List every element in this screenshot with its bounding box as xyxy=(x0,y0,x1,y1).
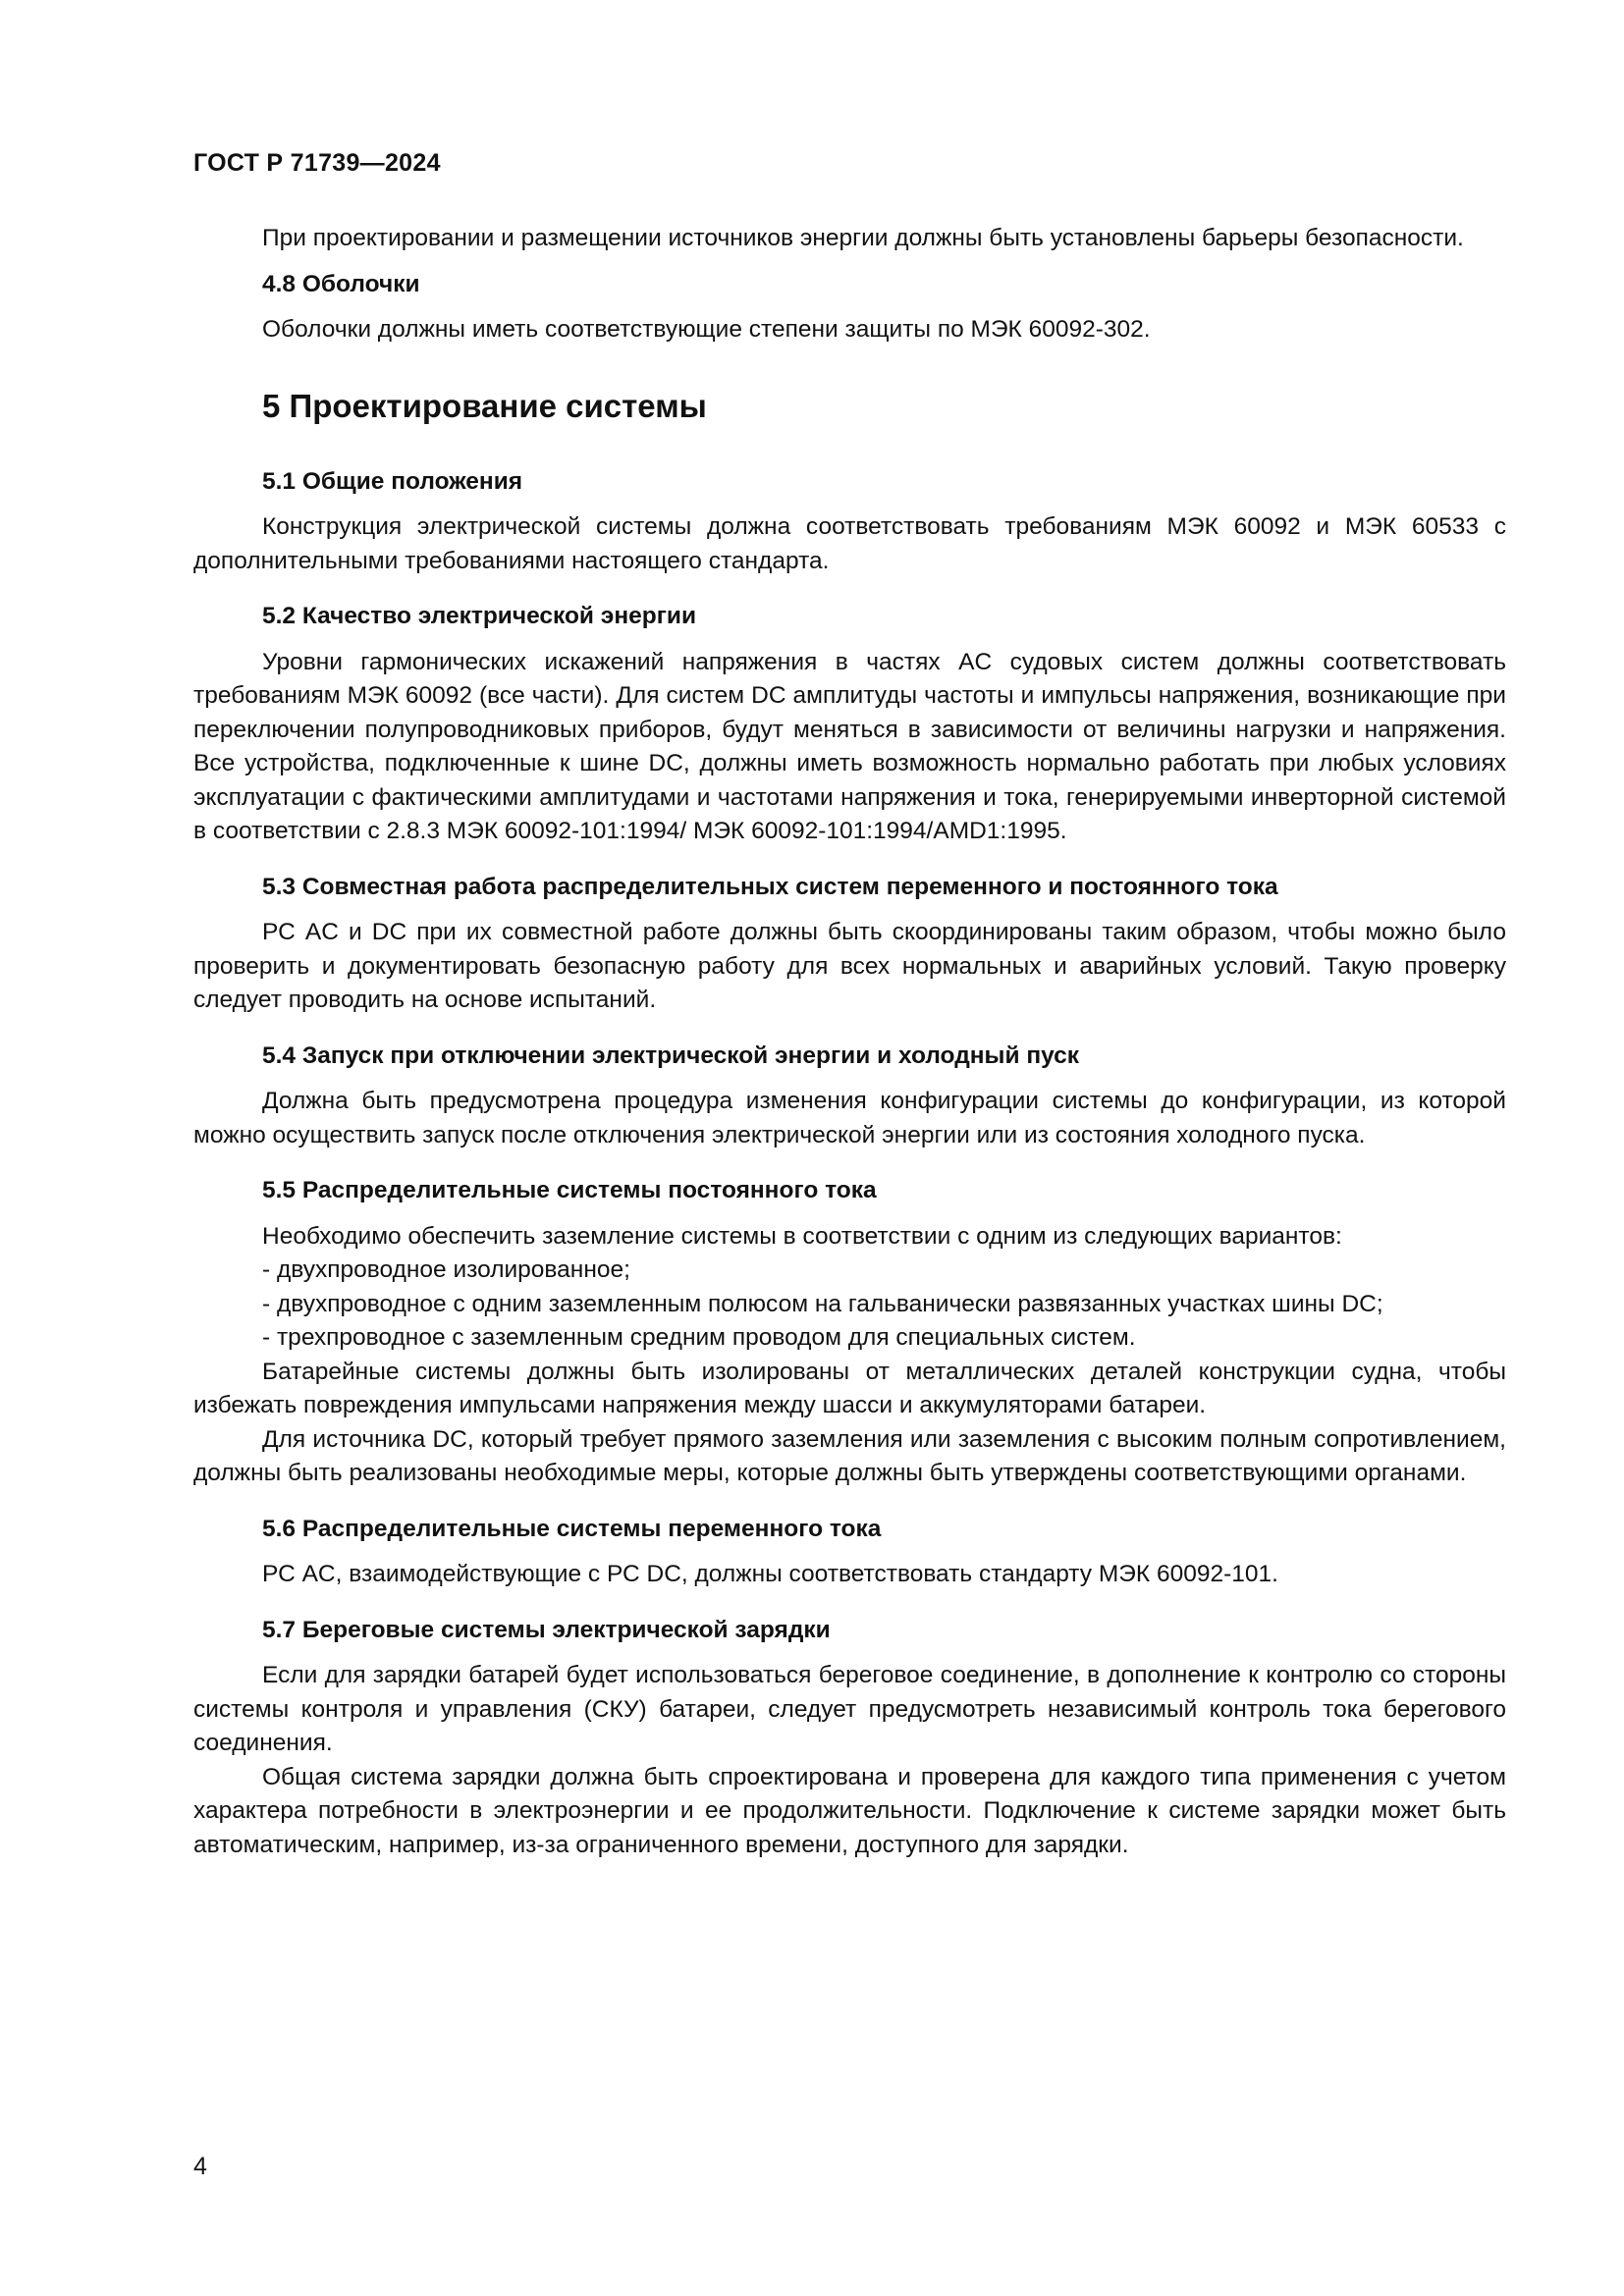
section-4-8-heading: 4.8 Оболочки xyxy=(262,270,420,297)
section-5-7-paragraph-1: Если для зарядки батарей будет использоваться береговое соединение, в дополнение к контролю со стороны системы контроля и управления (СКУ) батареи, следует предусмотреть независимый контроль тока берегового соединения. xyxy=(193,1662,1506,1756)
section-5-heading: 5 Проектирование системы xyxy=(262,387,707,424)
list-item: - двухпроводное с одним заземленным полюсом на гальванически развязанных участках шины DC; xyxy=(262,1290,1383,1317)
section-5-2-heading: 5.2 Качество электрической энергии xyxy=(262,603,697,629)
intro-paragraph: При проектировании и размещении источников энергии должны быть установлены барьеры безопасности. xyxy=(262,225,1464,251)
section-5-3-text: РС AC и DC при их совместной работе должны быть скоординированы таким образом, чтобы можно было проверить и документировать безопасную работу для всех нормальных и аварийных условий. Такую проверку следует проводить на основе испытаний. xyxy=(193,919,1506,1013)
section-5-5-intro: Необходимо обеспечить заземление системы в соответствии с одним из следующих вариантов: xyxy=(262,1222,1342,1250)
section-5-1-text: Конструкция электрической системы должна соответствовать требованиям МЭК 60092 и МЭК 60533 с дополнительными требованиями настоящего стандарта. xyxy=(193,513,1506,574)
section-4-8-text: Оболочки должны иметь соответствующие степени защиты по МЭК 60092-302. xyxy=(262,316,1151,343)
document-body xyxy=(193,222,1506,1862)
list-item: - трехпроводное с заземленным средним проводом для специальных систем. xyxy=(262,1324,1136,1351)
document-id-header: ГОСТ Р 71739—2024 xyxy=(193,149,441,177)
section-5-5-paragraph-3: Для источника DC, который требует прямого заземления или заземления с высоким полным сопротивлением, должны быть реализованы необходимые меры, которые должны быть утверждены соответствующими органами. xyxy=(193,1425,1506,1486)
section-5-7-paragraph-2: Общая система зарядки должна быть спроектирована и проверена для каждого типа применения с учетом характера потребности в электроэнергии и ее продолжительности. Подключение к системе зарядки может быть автоматическим, например, из-за ограниченного времени, доступного для зарядки. xyxy=(193,1763,1506,1858)
section-5-1-heading: 5.1 Общие положения xyxy=(262,467,523,495)
section-5-3-heading: 5.3 Совместная работа распределительных систем переменного и постоянного тока xyxy=(262,873,1278,900)
page-number: 4 xyxy=(193,2153,207,2180)
section-5-5-heading: 5.5 Распределительные системы постоянного тока xyxy=(262,1177,877,1203)
list-item: - двухпроводное изолированное; xyxy=(262,1256,630,1283)
section-5-5-paragraph-2: Батарейные системы должны быть изолированы от металлических деталей конструкции судна, чтобы избежать повреждения импульсами напряжения между шасси и аккумуляторами батареи. xyxy=(193,1358,1506,1418)
section-5-4-heading: 5.4 Запуск при отключении электрической энергии и холодный пуск xyxy=(262,1041,1080,1069)
section-5-4-text: Должна быть предусмотрена процедура изменения конфигурации системы до конфигурации, из которой можно осуществить запуск после отключения электрической энергии или из состояния холодного пуска. xyxy=(193,1088,1506,1148)
section-5-7-heading: 5.7 Береговые системы электрической зарядки xyxy=(262,1616,831,1643)
section-5-2-text: Уровни гармонических искажений напряжения в частях AC судовых систем должны соответствовать требованиям МЭК 60092 (все части). Для систем DC амплитуды частоты и импульсы напряжения, возникающие при переключении полупроводниковых приборов, будут меняться в зависимости от величины нагрузки и напряжения. Все устройства, подключенные к шине DC, должны иметь возможность нормально работать при любых условиях эксплуатации с фактическими амплитудами и частотами напряжения и тока, генерируемыми инверторной системой в соответствии с 2.8.3 МЭК 60092-101:1994/ МЭК 60092-101:1994/AMD1:1995. xyxy=(193,648,1506,844)
section-5-6-heading: 5.6 Распределительные системы переменного тока xyxy=(262,1515,882,1542)
section-5-6-text: РС AC, взаимодействующие с РС DC, должны соответствовать стандарту МЭК 60092-101. xyxy=(262,1561,1278,1587)
